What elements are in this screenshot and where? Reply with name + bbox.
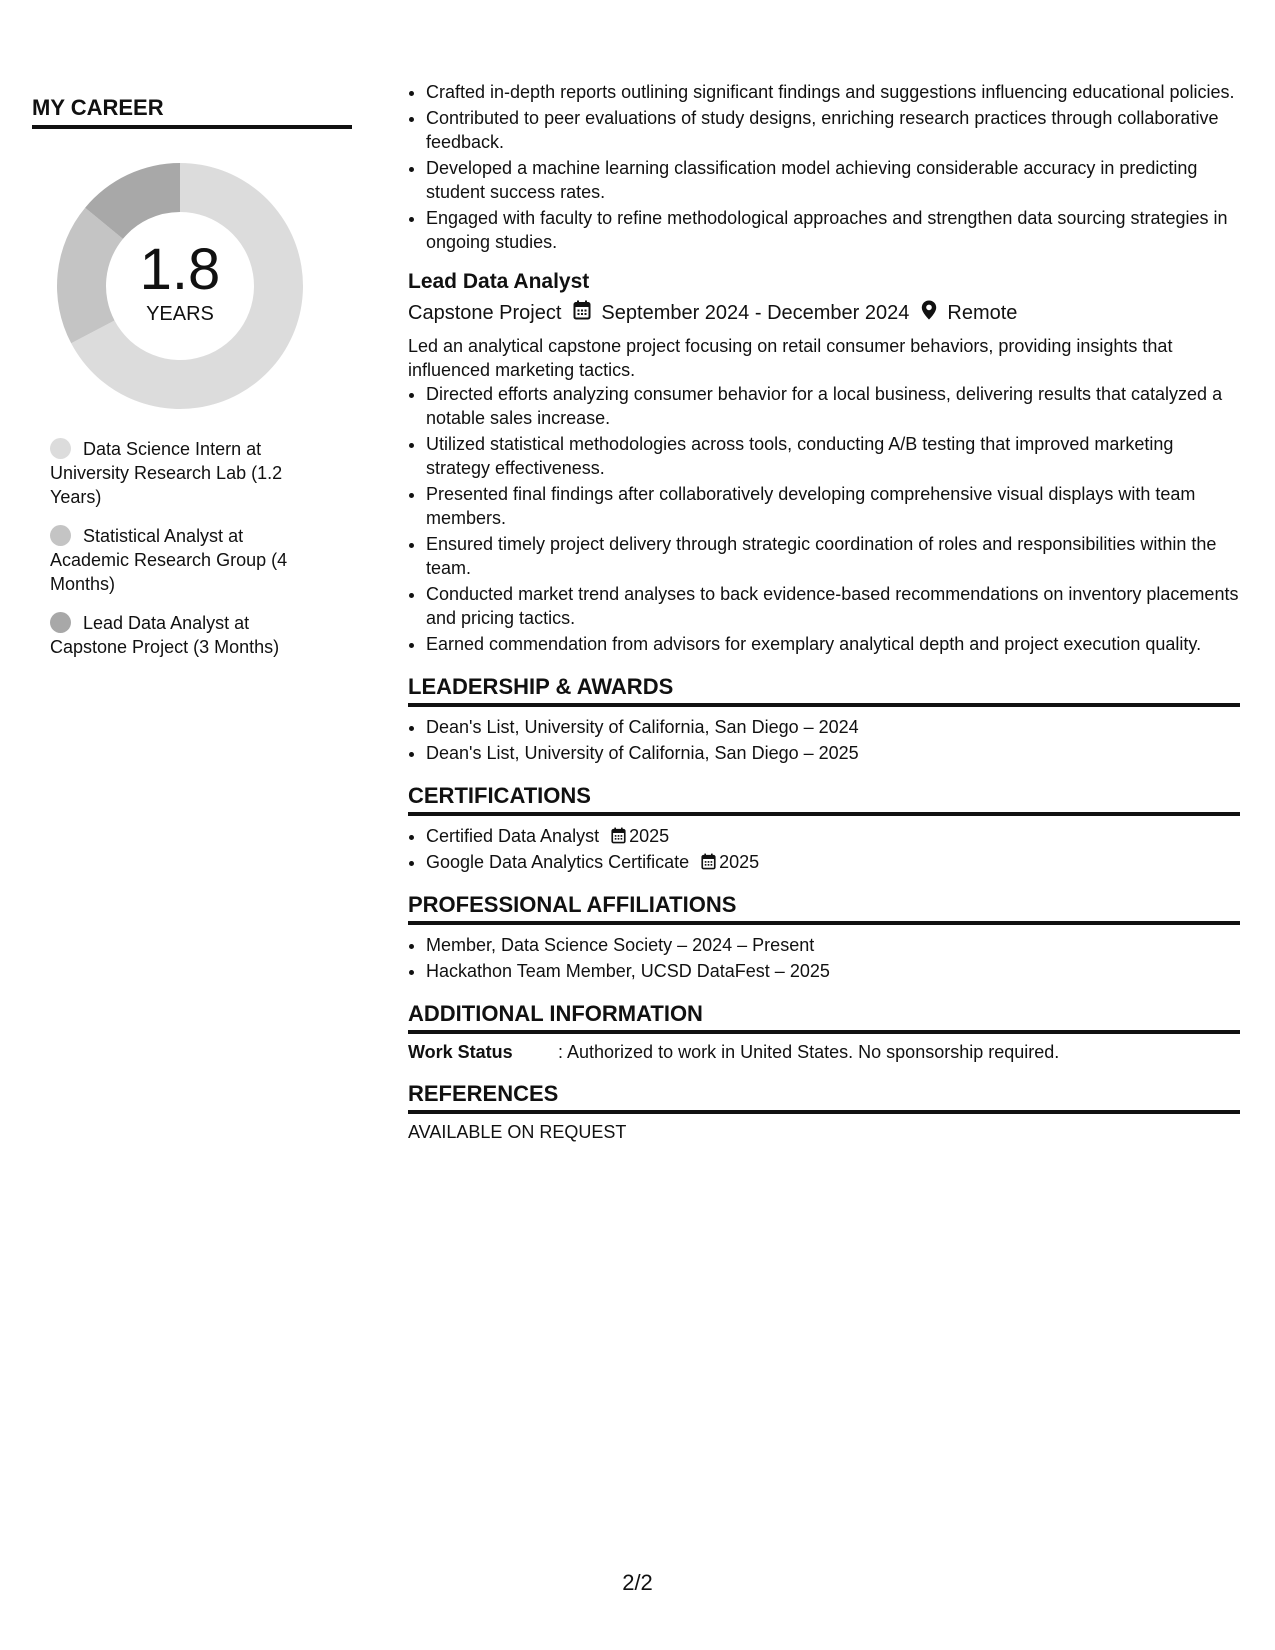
career-legend	[50, 437, 312, 659]
list-item: • Utilized statistical methodologies across tools, conducting A/B testing that improved marketing strategy effectiveness.	[426, 432, 1240, 480]
cert-year	[701, 852, 759, 872]
previous-job-bullets	[408, 80, 1240, 254]
list-item: • Ensured timely project delivery through strategic coordination of roles and responsibilities within the team.	[426, 532, 1240, 580]
calendar-icon	[701, 853, 716, 870]
references-text: AVAILABLE ON REQUEST	[408, 1122, 627, 1142]
legend-item	[50, 611, 312, 659]
main-content	[408, 80, 1240, 1143]
list-item: • Conducted market trend analyses to back evidence-based recommendations on inventory placements and pricing tactics.	[426, 582, 1240, 630]
work-status-row	[408, 1042, 1240, 1063]
list-item: • Earned commendation from advisors for exemplary analytical depth and project execution quality.	[426, 632, 1240, 656]
list-item: • Presented final findings after collaboratively developing comprehensive visual displays with team members.	[426, 482, 1240, 530]
cert-name: Certified Data Analyst	[426, 826, 600, 846]
list-item: • Engaged with faculty to refine methodological approaches and strengthen data sourcing strategies in ongoing studies.	[426, 206, 1240, 254]
legend-dot	[50, 525, 71, 546]
legend-label: Data Science Intern at University Research Lab (1.2 Years)	[50, 439, 283, 507]
career-donut-chart	[55, 161, 305, 411]
legend-item	[50, 437, 312, 509]
total-experience-value: 1.8	[139, 237, 221, 302]
job-bullets	[408, 382, 1240, 656]
references-heading: REFERENCES	[408, 1081, 1240, 1114]
calendar-icon	[573, 300, 591, 326]
cert-year-text: 2025	[719, 852, 760, 872]
job-title: Lead Data Analyst	[408, 270, 590, 293]
work-status-label: Work Status	[408, 1042, 513, 1062]
list-item: • Member, Data Science Society – 2024 – Present	[426, 933, 1240, 957]
list-item: • Dean's List, University of California, San Diego – 2025	[426, 741, 1240, 765]
donut-center	[55, 161, 305, 411]
list-item	[426, 824, 1240, 848]
list-item: • Contributed to peer evaluations of study designs, enriching research practices through collaborative feedback.	[426, 106, 1240, 154]
legend-item	[50, 524, 312, 596]
page-number: 2/2	[622, 1570, 653, 1595]
cert-year	[611, 826, 669, 846]
list-item: • Dean's List, University of California, San Diego – 2024	[426, 715, 1240, 739]
job-summary: Led an analytical capstone project focusing on retail consumer behaviors, providing insights that influenced marketing tactics.	[408, 336, 1173, 380]
additional-info-heading: ADDITIONAL INFORMATION	[408, 1001, 1240, 1034]
career-heading: MY CAREER	[32, 95, 352, 129]
job-company: Capstone Project	[408, 301, 562, 324]
cert-name: Google Data Analytics Certificate	[426, 852, 690, 872]
cert-year-text: 2025	[629, 826, 670, 846]
career-sidebar	[32, 95, 352, 674]
list-item: • Crafted in-depth reports outlining significant findings and suggestions influencing educational policies.	[426, 80, 1240, 104]
leadership-heading: LEADERSHIP & AWARDS	[408, 674, 1240, 707]
list-item	[426, 850, 1240, 874]
total-experience-unit: YEARS	[146, 303, 214, 325]
certifications-list	[408, 824, 1240, 874]
location-pin-icon	[921, 300, 937, 326]
list-item: • Hackathon Team Member, UCSD DataFest – 2025	[426, 959, 1240, 983]
leadership-list	[408, 715, 1240, 765]
legend-dot	[50, 438, 71, 459]
certifications-heading: CERTIFICATIONS	[408, 783, 1240, 816]
list-item: • Directed efforts analyzing consumer behavior for a local business, delivering results that catalyzed a notable sales increase.	[426, 382, 1240, 430]
work-status-value: : Authorized to work in United States. No sponsorship required.	[558, 1042, 1060, 1062]
job-dates: September 2024 - December 2024	[601, 301, 910, 324]
affiliations-list	[408, 933, 1240, 983]
legend-dot	[50, 612, 71, 633]
affiliations-heading: PROFESSIONAL AFFILIATIONS	[408, 892, 1240, 925]
legend-label: Statistical Analyst at Academic Research Group (4 Months)	[50, 526, 288, 594]
legend-label: Lead Data Analyst at Capstone Project (3 Months)	[50, 613, 280, 657]
job-meta	[408, 300, 1240, 326]
list-item: • Developed a machine learning classification model achieving considerable accuracy in predicting student success rates.	[426, 156, 1240, 204]
job-location: Remote	[947, 301, 1018, 324]
calendar-icon	[611, 827, 626, 844]
